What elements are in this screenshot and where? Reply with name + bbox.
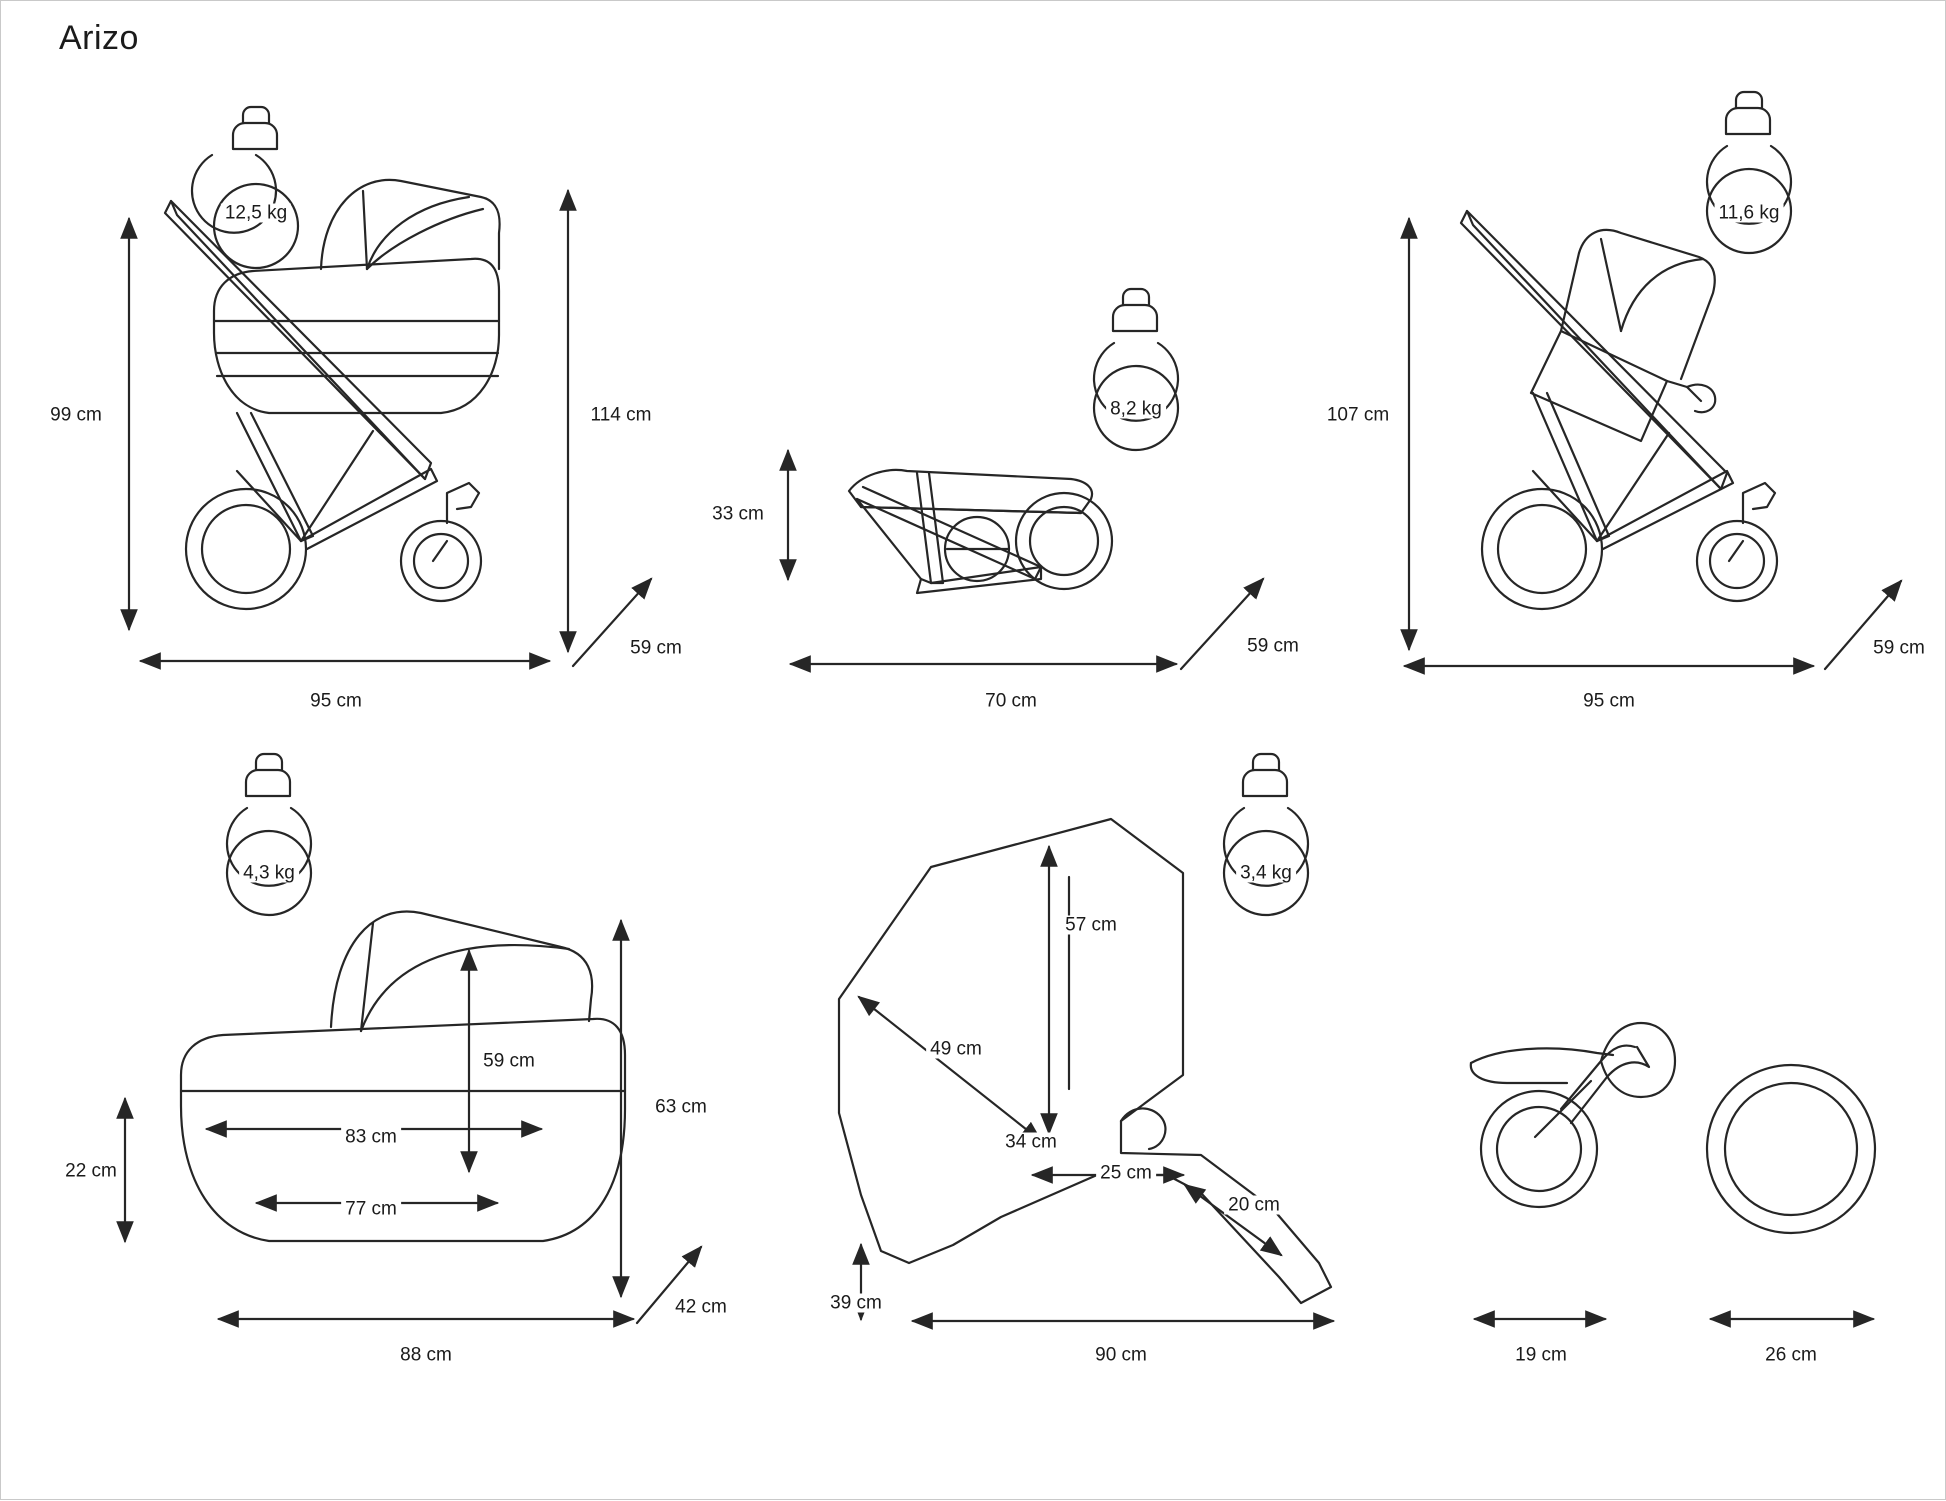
dim-label-99cm: 99 cm [46,406,106,425]
dim-label-114cm: 114 cm [587,406,656,425]
weight-label-stroller: 11,6 kg [1715,204,1784,223]
dim-label-70cm: 70 cm [981,692,1041,711]
dim-label-20cm: 20 cm [1224,1196,1284,1215]
dim-label-19cm: 19 cm [1511,1346,1571,1365]
dim-label-39cm: 39 cm [826,1294,886,1313]
weight-badge-4-3 [227,754,311,915]
dim-label-57cm: 57 cm [1061,916,1121,935]
weight-badge-11-6 [1707,92,1791,253]
page-title: Arizo [59,19,139,57]
dim-label-59cm-pram: 59 cm [626,639,686,658]
dim-label-22cm: 22 cm [61,1162,121,1181]
weight-badge-12-5 [192,107,298,268]
view-folded-chassis-drawing [788,289,1263,669]
dim-label-26cm: 26 cm [1761,1346,1821,1365]
dim-label-107cm: 107 cm [1323,406,1393,425]
dim-label-90cm: 90 cm [1091,1346,1151,1365]
dim-label-88cm: 88 cm [396,1346,456,1365]
weight-label-pram: 12,5 kg [221,204,291,223]
dim-label-25cm: 25 cm [1096,1164,1156,1183]
weight-badge-8-2 [1094,289,1178,450]
dim-label-77cm: 77 cm [341,1200,401,1219]
dim-label-49cm: 49 cm [926,1040,986,1059]
weight-badge-3-4 [1224,754,1308,915]
view-carrycot-drawing [125,754,701,1323]
view-stroller-with-seat-drawing [1405,92,1901,669]
technical-drawing [1,1,1946,1501]
weight-label-folded: 8,2 kg [1106,400,1166,419]
dim-label-95cm-pram: 95 cm [306,692,366,711]
dim-label-59cm-stroller: 59 cm [1869,639,1929,658]
dim-label-42cm: 42 cm [671,1298,731,1317]
dim-label-83cm: 83 cm [341,1128,401,1147]
dim-label-63cm: 63 cm [651,1098,711,1117]
view-wheels-drawing [1471,1023,1875,1319]
dim-label-59cm-carrycot: 59 cm [479,1052,539,1071]
view-pram-with-carrycot-drawing [129,107,651,666]
dim-label-34cm: 34 cm [1001,1133,1061,1152]
weight-label-seat: 3,4 kg [1236,864,1296,883]
dim-label-95cm-stroller: 95 cm [1579,692,1639,711]
view-seat-unit-drawing [839,754,1333,1321]
dim-label-33cm: 33 cm [708,505,768,524]
weight-label-carrycot: 4,3 kg [239,864,299,883]
dim-label-59cm-folded: 59 cm [1243,637,1303,656]
